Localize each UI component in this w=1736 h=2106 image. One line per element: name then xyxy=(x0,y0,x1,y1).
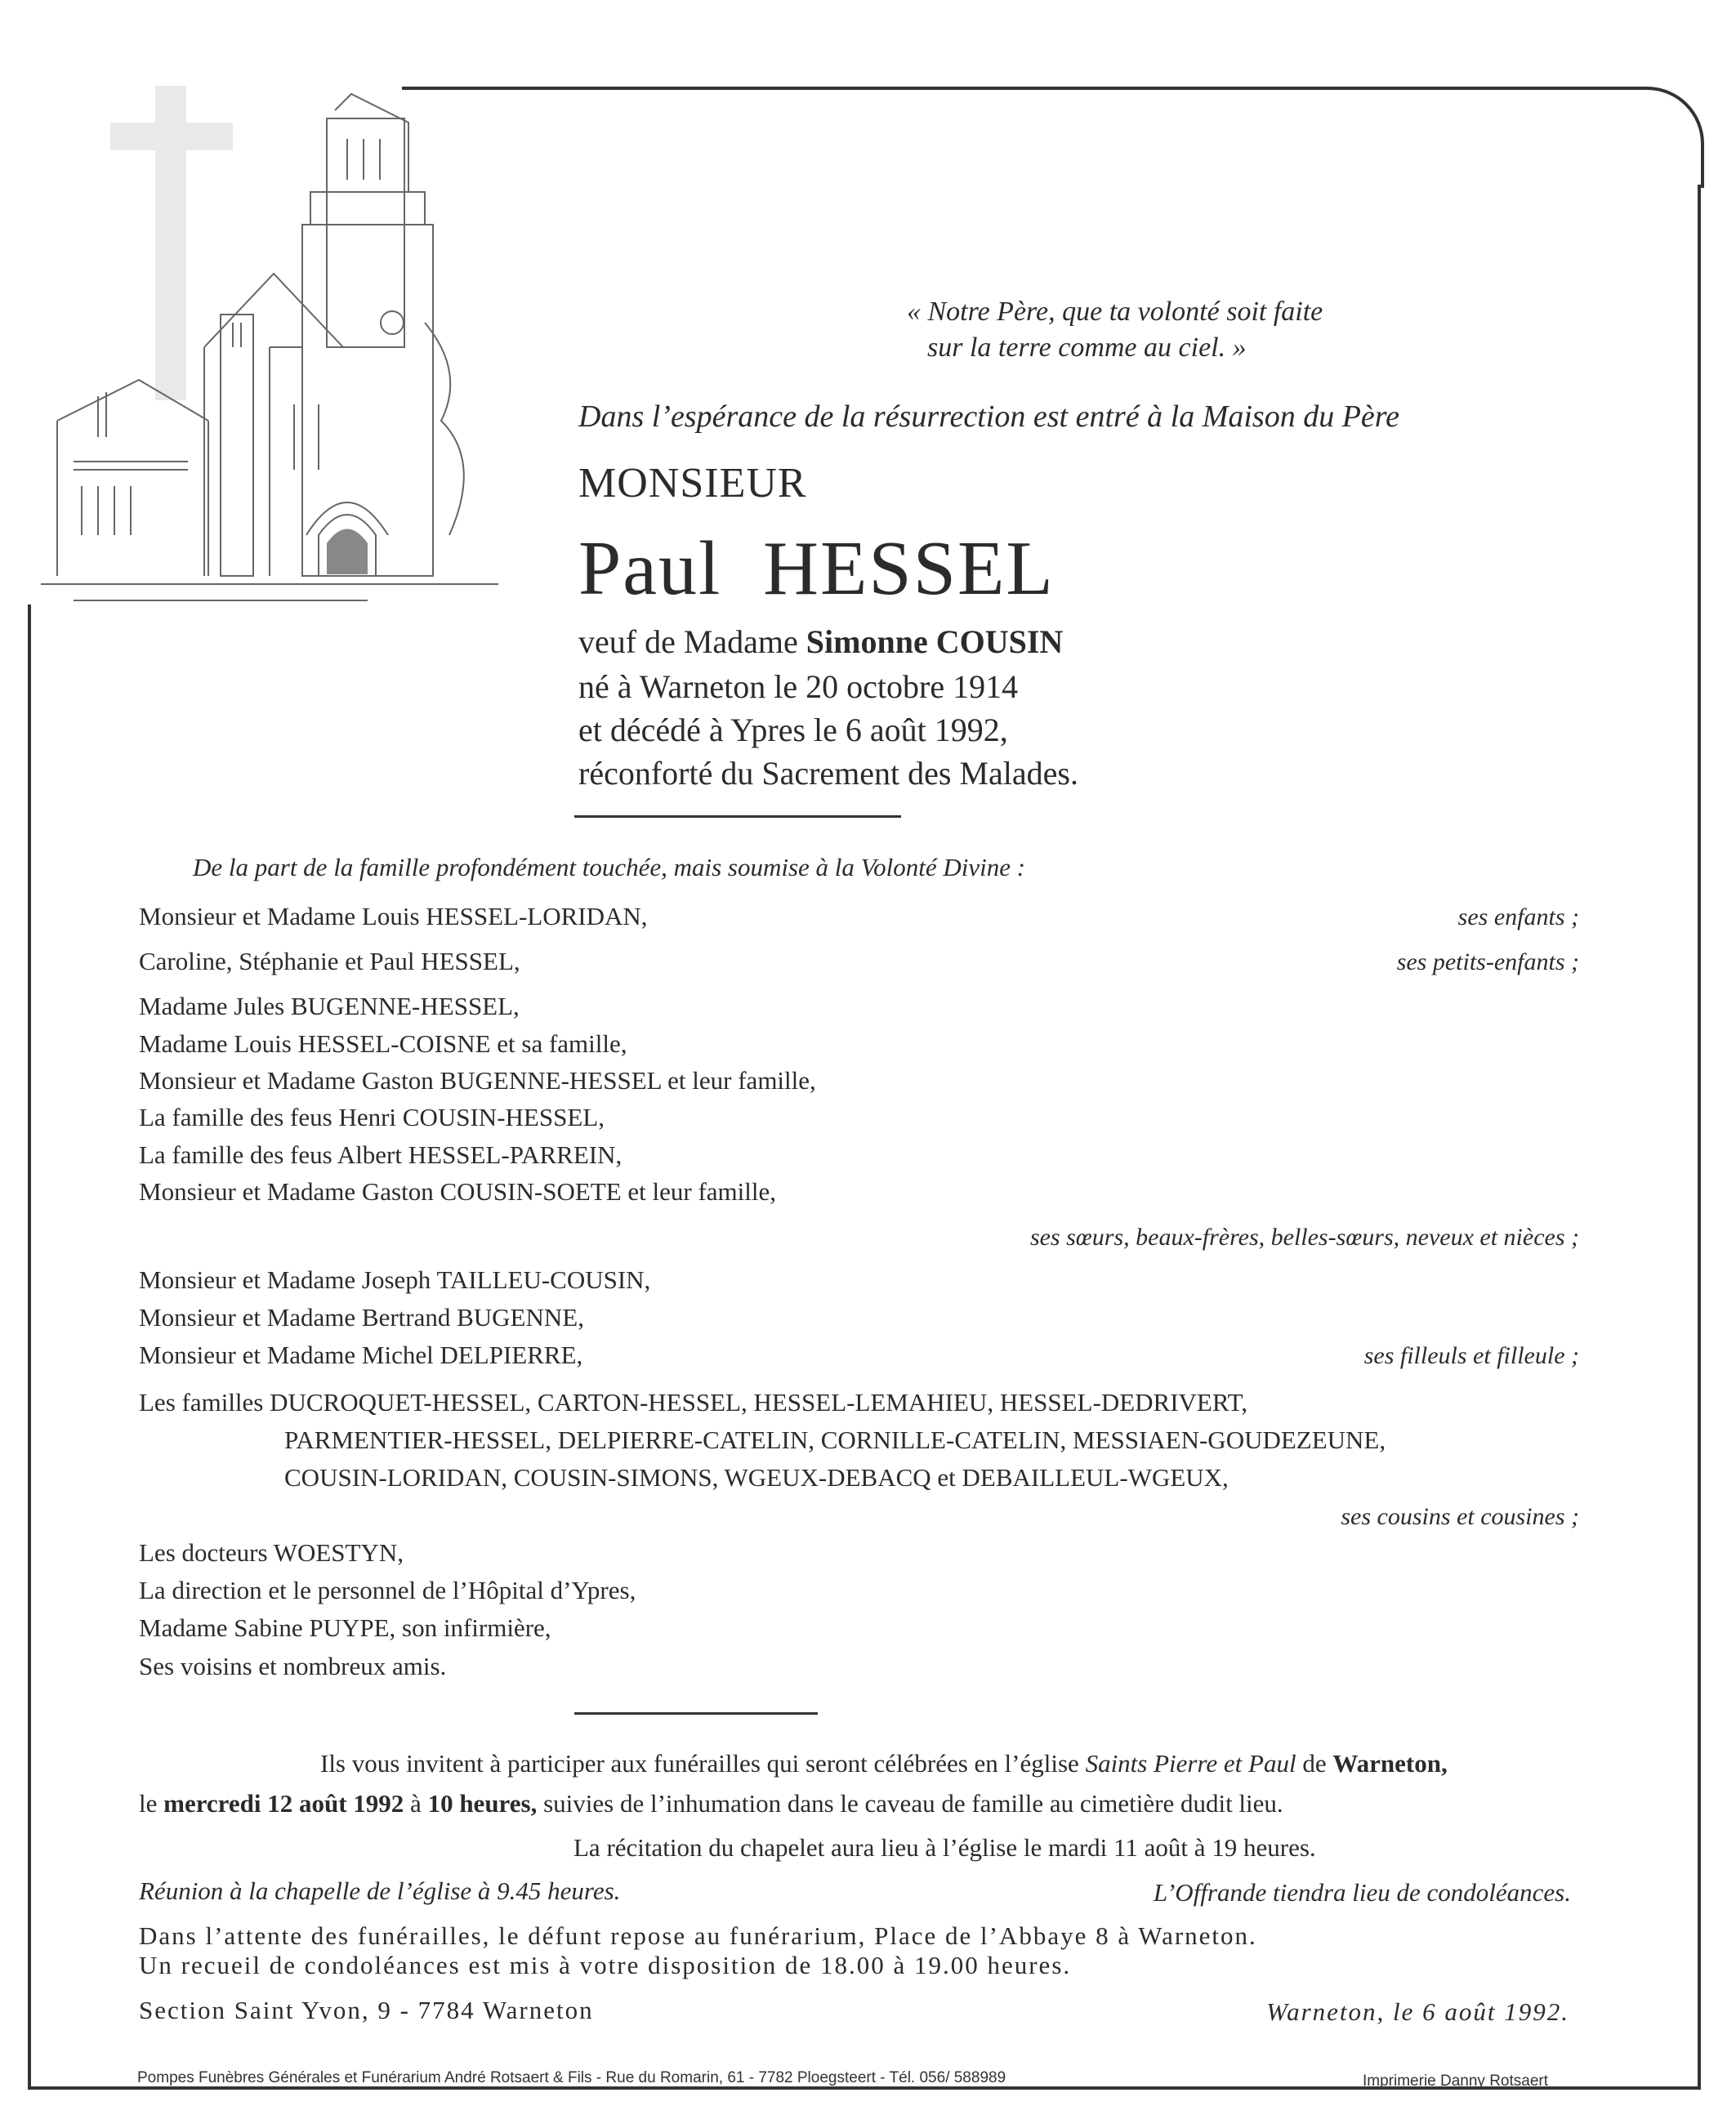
family-intro: De la part de la famille profondément touchée, mais soumise à la Volonté Divine : xyxy=(193,853,1026,881)
family-line: Monsieur et Madame Joseph TAILLEU-COUSIN, xyxy=(139,1265,651,1294)
deceased-name: Paul HESSEL xyxy=(578,526,1055,611)
church-illustration xyxy=(25,78,515,609)
quote-line-1: « Notre Père, que ta volonté soit faite xyxy=(907,297,1323,327)
family-line: PARMENTIER-HESSEL, DELPIERRE-CATELIN, CORNILLE-CATELIN, MESSIAEN-GOUDEZEUNE, xyxy=(284,1426,1386,1454)
family-line: COUSIN-LORIDAN, COUSIN-SIMONS, WGEUX-DEBACQ et DEBAILLEUL-WGEUX, xyxy=(284,1463,1229,1492)
family-line: Monsieur et Madame Michel DELPIERRE, xyxy=(139,1341,583,1369)
funeral-time: 10 heures, xyxy=(427,1789,538,1818)
death-line: et décédé à Ypres le 6 août 1992, xyxy=(578,712,1008,748)
funeral-place: Warneton, xyxy=(1332,1749,1448,1778)
funeral-text: suivies de l’inhumation dans le caveau de famille au cimetière dudit lieu. xyxy=(537,1789,1283,1818)
divider-1 xyxy=(574,815,901,818)
civility: MONSIEUR xyxy=(578,460,807,506)
funeral-date: mercredi 12 août 1992 xyxy=(163,1789,404,1818)
meeting-line: Réunion à la chapelle de l’église à 9.45 heures. xyxy=(139,1876,621,1905)
family-line: Les familles DUCROQUET-HESSEL, CARTON-HESSEL, HESSEL-LEMAHIEU, HESSEL-DEDRIVERT, xyxy=(139,1388,1248,1417)
family-line: Les docteurs WOESTYN, xyxy=(139,1538,404,1567)
church-name: Saints Pierre et Paul xyxy=(1085,1749,1296,1778)
family-line: Monsieur et Madame Louis HESSEL-LORIDAN, xyxy=(139,902,648,930)
border-frame-top xyxy=(402,87,1704,188)
spouse-prefix: veuf de Madame xyxy=(578,623,806,660)
cross-icon xyxy=(110,86,233,400)
spouse-line xyxy=(578,622,1063,661)
family-line: La famille des feus Henri COUSIN-HESSEL, xyxy=(139,1103,605,1131)
family-line: La famille des feus Albert HESSEL-PARREIN, xyxy=(139,1140,623,1169)
address-line: Section Saint Yvon, 9 - 7784 Warneton xyxy=(139,1996,594,2024)
funeral-text: à xyxy=(404,1789,428,1818)
family-line: Monsieur et Madame Bertrand BUGENNE, xyxy=(139,1303,584,1332)
family-role: ses cousins et cousines ; xyxy=(1341,1503,1579,1530)
quote-line-2: sur la terre comme au ciel. » xyxy=(927,332,1247,363)
family-line: Caroline, Stéphanie et Paul HESSEL, xyxy=(139,947,520,975)
family-line: Madame Jules BUGENNE-HESSEL, xyxy=(139,992,520,1020)
family-role: ses enfants ; xyxy=(1457,904,1579,930)
intro-text: Dans l’espérance de la résurrection est entré à la Maison du Père xyxy=(578,399,1400,434)
funeral-text: Ils vous invitent à participer aux funérailles qui seront célébrées en l’église xyxy=(320,1749,1086,1778)
funeral-text: de xyxy=(1296,1749,1333,1778)
sacrament-line: réconforté du Sacrement des Malades. xyxy=(578,755,1078,792)
divider-2 xyxy=(574,1712,818,1715)
family-line: Ses voisins et nombreux amis. xyxy=(139,1652,447,1680)
family-line: Monsieur et Madame Gaston COUSIN-SOETE et leur famille, xyxy=(139,1177,776,1206)
family-role: ses sœurs, beaux-frères, belles-sœurs, neveux et nièces ; xyxy=(1029,1224,1579,1251)
funeral-line-1 xyxy=(320,1749,1448,1778)
rosary-line: La récitation du chapelet aura lieu à l’église le mardi 11 août à 19 heures. xyxy=(573,1833,1316,1862)
funeral-line-2 xyxy=(139,1789,1283,1818)
dateline: Warneton, le 6 août 1992. xyxy=(1266,1997,1569,2026)
family-role: ses filleuls et filleule ; xyxy=(1363,1342,1579,1369)
rest-line-2: Un recueil de condoléances est mis à votre disposition de 18.00 à 19.00 heures. xyxy=(139,1951,1072,1979)
family-line: La direction et le personnel de l’Hôpital d’Ypres, xyxy=(139,1576,636,1604)
funeral-text: le xyxy=(139,1789,164,1818)
family-line: Madame Louis HESSEL-COISNE et sa famille, xyxy=(139,1029,627,1058)
family-role: ses petits-enfants ; xyxy=(1396,948,1579,975)
family-line: Madame Sabine PUYPE, son infirmière, xyxy=(139,1613,551,1642)
birth-line: né à Warneton le 20 octobre 1914 xyxy=(578,668,1019,705)
border-frame-left xyxy=(28,605,31,2088)
rest-line-1: Dans l’attente des funérailles, le défunt repose au funérarium, Place de l’Abbaye 8 à Warneton. xyxy=(139,1921,1257,1950)
border-frame-right xyxy=(1698,185,1701,2088)
printer-credit: Imprimerie Danny Rotsaert xyxy=(1363,2073,1549,2090)
spouse-name: Simonne COUSIN xyxy=(806,623,1064,660)
offering-line: L’Offrande tiendra lieu de condoléances. xyxy=(1153,1878,1571,1907)
family-line: Monsieur et Madame Gaston BUGENNE-HESSEL et leur famille, xyxy=(139,1066,816,1095)
undertaker-credit: Pompes Funèbres Générales et Funérarium André Rotsaert & Fils - Rue du Romarin, 61 - 7782 Ploegsteert - Tél. 056/ 588989 xyxy=(137,2069,1006,2086)
